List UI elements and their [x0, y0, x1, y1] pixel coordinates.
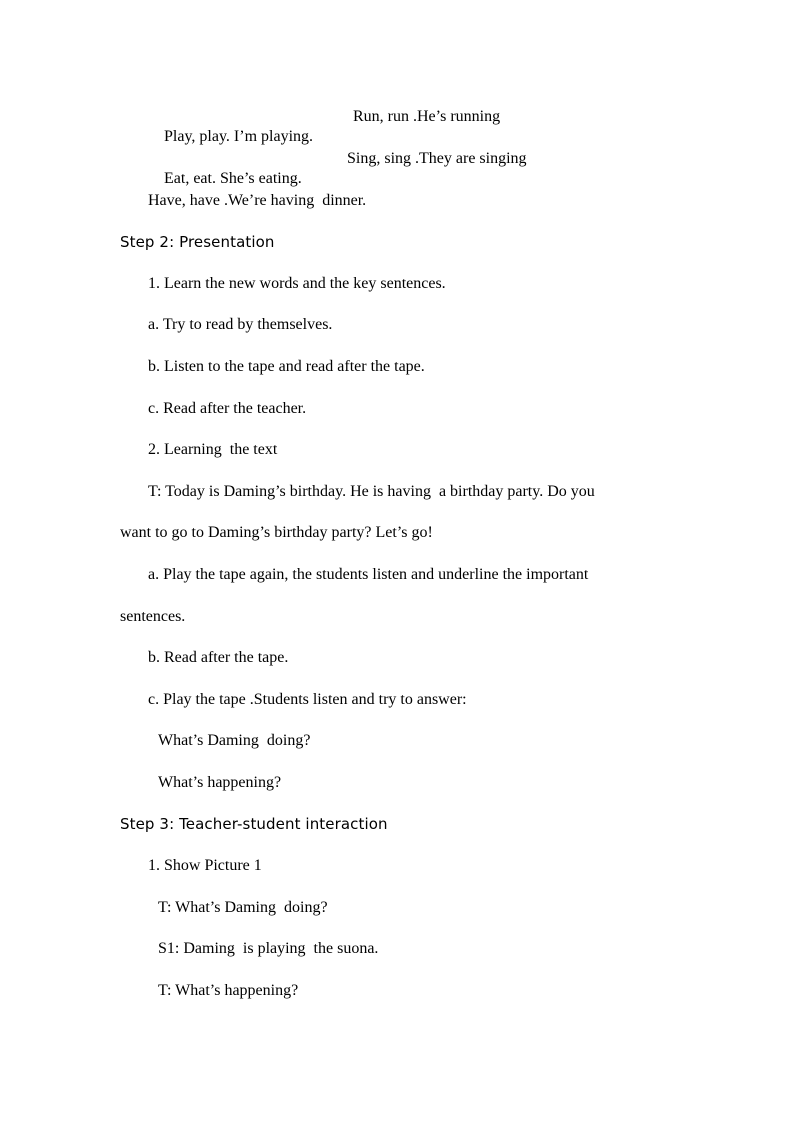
step2-item-1: 1. Learn the new words and the key sentences. — [148, 275, 446, 292]
step2-item-2a-line-2: sentences. — [120, 608, 186, 625]
dialog-line-1: T: What’s Daming doing? — [158, 899, 328, 916]
drill-line-3: Have, have .We’re having dinner. — [148, 192, 367, 209]
question-1: What’s Daming doing? — [158, 732, 311, 749]
question-2: What’s happening? — [158, 774, 282, 791]
step2-item-2: 2. Learning the text — [148, 441, 278, 458]
drill-line-2-part-a: Eat, eat. She’s eating. — [164, 170, 302, 187]
step2-heading: Step 2: Presentation — [120, 233, 275, 251]
step2-item-1c: c. Read after the teacher. — [148, 400, 307, 417]
drill-line-1-part-a: Play, play. I’m playing. — [164, 128, 314, 145]
drill-line-2-part-b: Sing, sing .They are singing — [347, 150, 527, 167]
teacher-line-2: want to go to Daming’s birthday party? Let’s go! — [120, 524, 433, 541]
step2-item-1b: b. Listen to the tape and read after the tape. — [148, 358, 425, 375]
step2-item-1a: a. Try to read by themselves. — [148, 316, 333, 333]
step2-item-2c: c. Play the tape .Students listen and try to answer: — [148, 691, 467, 708]
dialog-line-2: S1: Daming is playing the suona. — [158, 940, 379, 957]
step2-item-2a-line-1: a. Play the tape again, the students listen and underline the important — [148, 566, 589, 583]
step3-heading: Step 3: Teacher-student interaction — [120, 815, 388, 833]
step3-item-1: 1. Show Picture 1 — [148, 857, 262, 874]
step2-item-2b: b. Read after the tape. — [148, 649, 289, 666]
drill-line-1-part-b: Run, run .He’s running — [353, 108, 501, 125]
drill-line-2 — [148, 149, 527, 229]
teacher-line-1: T: Today is Daming’s birthday. He is having a birthday party. Do you — [148, 483, 595, 500]
dialog-line-3: T: What’s happening? — [158, 982, 299, 999]
